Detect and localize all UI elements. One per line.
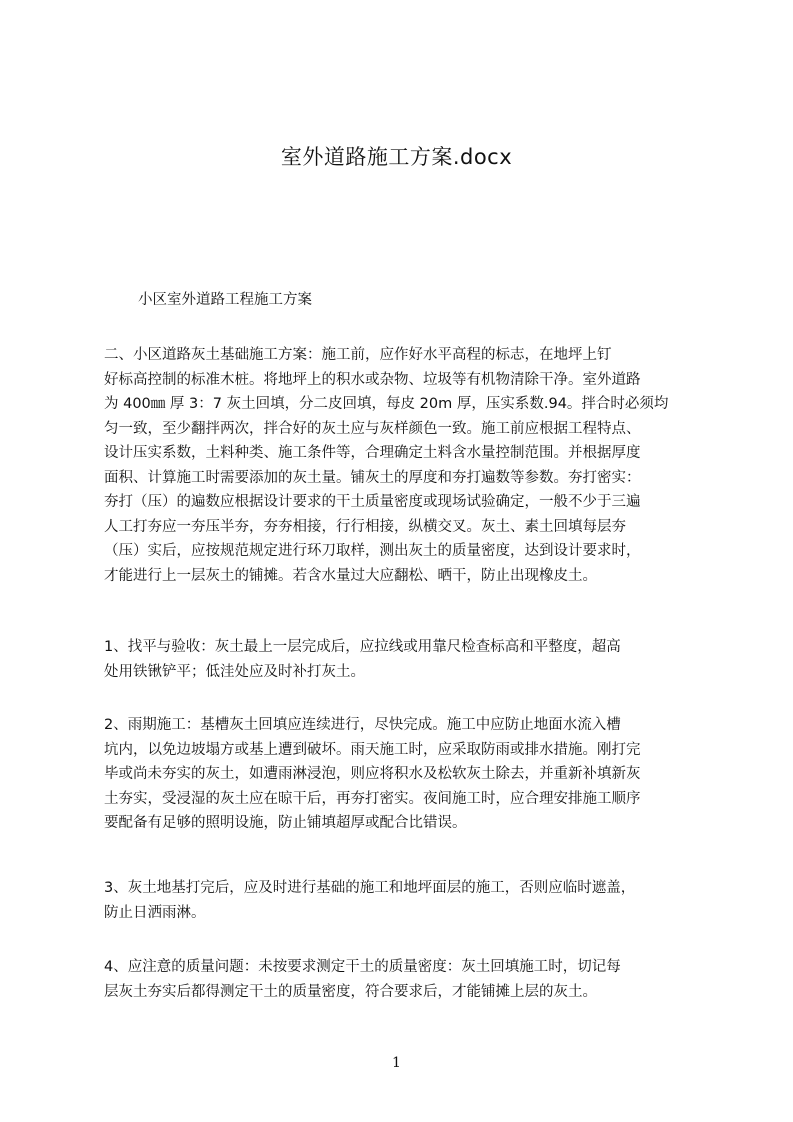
text-line: 要配备有足够的照明设施，防止铺填超厚或配合比错误。 [104, 815, 467, 831]
text-line: （压）实后，应按规范规定进行环刀取样，测出灰土的质量密度，达到设计要求时， [104, 543, 641, 559]
text-line: 4、应注意的质量问题：未按要求测定干土的质量密度：灰土回填施工时，切记每 [104, 959, 621, 975]
text-line: 层灰土夯实后都得测定干土的质量密度，符合要求后，才能铺摊上层的灰土。 [104, 983, 597, 1000]
paragraph-quality-issues [104, 955, 714, 1004]
paragraph-rainy-season [104, 713, 714, 836]
text-line: 人工打夯应一夯压半夯，夯夯相接，行行相接，纵横交叉。灰土、素土回填每层夯 [104, 518, 626, 535]
page-number: 1 [392, 1055, 401, 1071]
text-line: 才能进行上一层灰土的铺摊。若含水量过大应翻松、晒干，防止出现橡皮土。 [104, 567, 597, 584]
text-line: 二、小区道路灰土基础施工方案：施工前，应作好水平高程的标志，在地坪上钉 [104, 347, 612, 363]
text-line: 设计压实系数，土料种类、施工条件等，合理确定土料含水量控制范围。并根据厚度 [104, 445, 641, 461]
document-title: 室外道路施工方案.docx [280, 145, 513, 169]
text-line: 好标高控制的标准木桩。将地坪上的积水或杂物、垃圾等有机物清除干净。室外道路 [104, 371, 641, 388]
text-line: 处用铁锹铲平；低洼处应及时补打灰土。 [104, 663, 365, 680]
paragraph-lime-soil-foundation [104, 343, 714, 588]
text-line: 毕或尚未夯实的灰土，如遭雨淋浸泡，则应将积水及松软灰土除去，并重新补填新灰 [104, 766, 641, 782]
text-line: 土夯实，受浸湿的灰土应在晾干后，再夯打密实。夜间施工时，应合理安排施工顺序 [104, 790, 641, 807]
paragraph-leveling [104, 635, 714, 684]
text-line: 2、雨期施工：基槽灰土回填应连续进行，尽快完成。施工中应防止地面水流入槽 [104, 717, 621, 733]
text-line: 匀一致，至少翻拌两次，拌合好的灰土应与灰样颜色一致。施工前应根据工程特点、 [104, 420, 641, 437]
text-line: 3、灰土地基打完后，应及时进行基础的施工和地坪面层的施工，否则应临时遮盖， [104, 880, 636, 896]
text-line: 1、找平与验收：灰土最上一层完成后，应拉线或用靠尺检查标高和平整度，超高 [104, 639, 621, 655]
text-line: 面积、计算施工时需要添加的灰土量。铺灰土的厚度和夯打遍数等参数。夯打密实： [104, 469, 641, 486]
text-line: 为 400㎜ 厚 3：7 灰土回填，分二皮回填，每皮 20m 厚，压实系数.94。拌合时必须均 [104, 396, 669, 412]
paragraph-covering [104, 876, 714, 925]
text-line: 夯打（压）的遍数应根据设计要求的干土质量密度或现场试验确定，一般不少于三遍 [104, 494, 641, 510]
text-line: 防止日洒雨淋。 [104, 904, 206, 921]
text-line: 坑内，以免边坡塌方或基上遭到破坏。雨天施工时，应采取防雨或排水措施。刚打完 [104, 741, 641, 758]
document-subtitle: 小区室外道路工程施工方案 [138, 292, 312, 308]
